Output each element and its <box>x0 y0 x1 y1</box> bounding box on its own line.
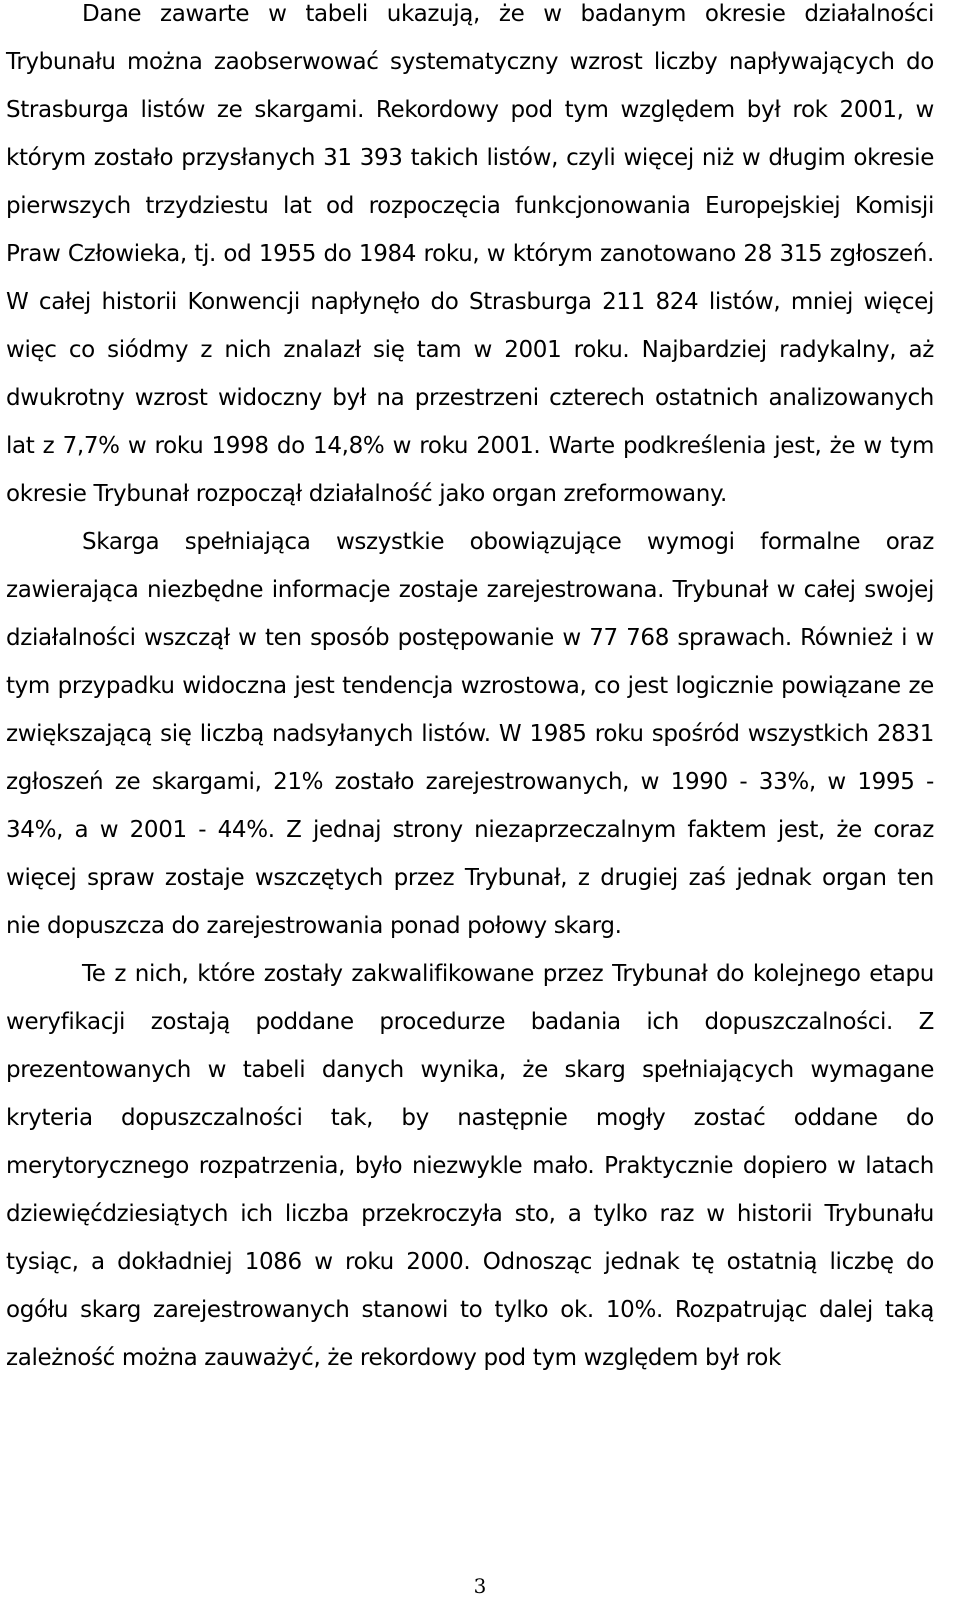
paragraph-3: Te z nich, które zostały zakwalifikowane przez Trybunał do kolejnego etapu weryfikacji zostają poddane procedurze badania ich dopuszczalności. Z prezentowanych w tabeli danych wynika, że skarg spełniających wymagane kryteria dopuszczalności tak, by następnie mogły zostać oddane do merytorycznego rozpatrzenia, było niezwykle mało. Praktycznie dopiero w latach dziewięćdziesiątych ich liczba przekroczyła sto, a tylko raz w historii Trybunału tysiąc, a dokładniej 1086 w roku 2000. Odnosząc jednak tę ostatnią liczbę do ogółu skarg zarejestrowanych stanowi to tylko ok. 10%. Rozpatrując dalej taką zależność można zauważyć, że rekordowy pod tym względem był rok <box>6 961 934 1371</box>
document-page <box>6 0 934 1382</box>
paragraph-2: Skarga spełniająca wszystkie obowiązujące wymogi formalne oraz zawierająca niezbędne informacje zostaje zarejestrowana. Trybunał w całej swojej działalności wszczął w ten sposób postępowanie w 77 768 sprawach. Również i w tym przypadku widoczna jest tendencja wzrostowa, co jest logicznie powiązane ze zwiększającą się liczbą nadsyłanych listów. W 1985 roku spośród wszystkich 2831 zgłoszeń ze skargami, 21% zostało zarejestrowanych, w 1990 - 33%, w 1995 - 34%, a w 2001 - 44%. Z jednaj strony niezaprzeczalnym faktem jest, że coraz więcej spraw zostaje wszczętych przez Trybunał, z drugiej zaś jednak organ ten nie dopuszcza do zarejestrowania ponad połowy skarg. <box>6 529 934 939</box>
paragraph-1: Dane zawarte w tabeli ukazują, że w badanym okresie działalności Trybunału można zaobserwować systematyczny wzrost liczby napływających do Strasburga listów ze skargami. Rekordowy pod tym względem był rok 2001, w którym zostało przysłanych 31 393 takich listów, czyli więcej niż w długim okresie pierwszych trzydziestu lat od rozpoczęcia funkcjonowania Europejskiej Komisji Praw Człowieka, tj. od 1955 do 1984 roku, w którym zanotowano 28 315 zgłoszeń. W całej historii Konwencji napłynęło do Strasburga 211 824 listów, mniej więcej więc co siódmy z nich znalazł się tam w 2001 roku. Najbardziej radykalny, aż dwukrotny wzrost widoczny był na przestrzeni czterech ostatnich analizowanych lat z 7,7% w roku 1998 do 14,8% w roku 2001. Warte podkreślenia jest, że w tym okresie Trybunał rozpoczął działalność jako organ zreformowany. <box>6 1 934 507</box>
page-number: 3 <box>473 1574 487 1598</box>
